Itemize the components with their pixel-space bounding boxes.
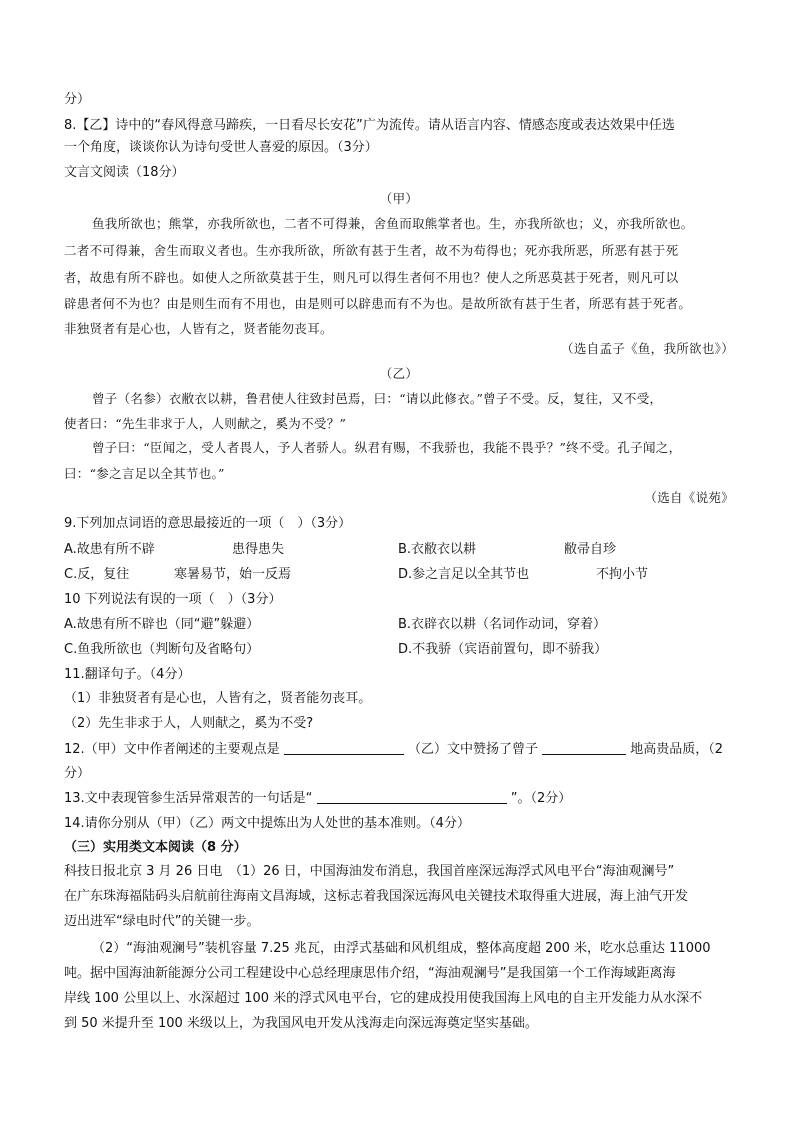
q9-option-a: A.故患有所不辟 (64, 542, 155, 557)
q12-line (64, 740, 734, 760)
q13-line (64, 789, 734, 809)
q9-option-a-compare: 患得患失 (232, 542, 285, 557)
q9-stem: 9.下列加点词语的意思最接近的一项（ ）（3分） (64, 516, 352, 531)
q10-option-d: D.不我骄（宾语前置句，即不骄我） (398, 642, 608, 657)
q9-option-c-compare: 寒暑易节，始一反焉 (174, 567, 292, 582)
passage-jia-label: （甲） (379, 191, 419, 206)
q12-answer-blank-2[interactable] (542, 740, 626, 755)
q12-tail: 分） (64, 766, 91, 781)
passage-jia-line: 非独贤者有是心也，人皆有之，贤者能勿丧耳。 (64, 321, 333, 336)
q10-option-b: B.衣辟衣以耕（名词作动词，穿着） (398, 617, 607, 632)
q12-part-b: （乙）文中赞扬了曾子 (407, 742, 538, 757)
q9-option-b-compare: 敝帚自珍 (564, 542, 617, 557)
article-p1-line: 科技日报北京 3 月 26 日电 （1）26 日，中国海油发布消息，我国首座深远海浮式风电平台“海油观澜号” (64, 864, 675, 879)
q12-part-a: 12.（甲）文中作者阐述的主要观点是 (64, 742, 280, 757)
q11-sentence-2: （2）先生非求于人，人则献之，奚为不受? (64, 716, 314, 731)
q8-line-2: 一个角度，谈谈你认为诗句受世人喜爱的原因。（3分） (64, 140, 378, 155)
article-p2-line: 吨。据中国海油新能源分公司工程建设中心总经理康思伟介绍，“海油观澜号”是我国第一个工作海域距离海 (64, 966, 676, 981)
passage-jia-line: 鱼我所欲也；熊掌，亦我所欲也，二者不可得兼，舍鱼而取熊掌者也。生，亦我所欲也；义，亦我所欲也。 (92, 216, 694, 231)
q13-part-b: ”。（2分） (510, 791, 572, 806)
q10-option-c: C.鱼我所欲也（判断句及省略句） (64, 642, 260, 657)
passage-jia-line: 辟患者何不为也？由是则生而有不用也，由是则可以辟患而有不为也。是故所欲有甚于生者，所恶有甚于死者。 (64, 296, 692, 311)
article-p2-line: 到 50 米提升至 100 米级以上，为我国风电开发从浅海走向深远海奠定坚实基础。 (64, 1016, 538, 1031)
passage-yi-line: 曾子曰：“臣闻之，受人者畏人，予人者骄人。纵君有赐，不我骄也，我能不畏乎？”终不受。孔子闻之， (92, 440, 682, 455)
passage-yi-line: 曰：“参之言足以全其节也。” (64, 466, 225, 481)
q13-part-a: 13.文中表现管参生活异常艰苦的一句话是“ (64, 791, 313, 806)
section-3-title: （三）实用类文本阅读（8 分） (64, 840, 247, 855)
q13-answer-blank[interactable] (317, 789, 507, 804)
q11-sentence-1: （1）非独贤者有是心也，人皆有之，贤者能勿丧耳。 (64, 691, 372, 706)
passage-jia-source: （选自孟子《鱼，我所欲也》） (561, 341, 734, 356)
q8-line-1: 8.【乙】诗中的“春风得意马蹄疾，一日看尽长安花”广为流传。请从语言内容、情感态度或表达效果中任选 (64, 118, 675, 133)
q10-stem: 10 下列说法有误的一项（ ）（3分） (64, 592, 282, 607)
passage-yi-label: （乙） (379, 366, 419, 381)
article-p1-line: 在广东珠海福陆码头启航前往海南文昌海域，这标志着我国深远海风电关键技术取得重大进展，海上油气开发 (64, 889, 689, 904)
passage-yi-source: （选自《说苑》 (644, 490, 734, 505)
passage-yi-line: 使者曰：“先生非求于人，人则献之，奚为不受？” (64, 416, 347, 431)
q10-option-a: A.故患有所不辟也（同“避”躲避） (64, 617, 260, 632)
article-p2-line: （2）“海油观澜号”装机容量 7.25 兆瓦，由浮式基础和风机组成，整体高度超 200 米，吃水总重达 11000 (92, 941, 711, 956)
q9-option-d: D.参之言足以全其节也 (398, 567, 530, 582)
article-p1-line: 迈出进军“绿电时代”的关键一步。 (64, 914, 260, 929)
q14-stem: 14.请你分别从（甲）（乙）两文中提炼出为人处世的基本准则。（4分） (64, 816, 470, 831)
q8-prev-tail: 分） (64, 92, 91, 107)
passage-jia-line: 二者不可得兼，舍生而取义者也。生亦我所欲，所欲有甚于生者，故不为苟得也；死亦我所恶，所恶有甚于死 (64, 243, 679, 258)
article-p2-line: 岸线 100 公里以上、水深超过 100 米的浮式风电平台，它的建成投用使我国海上风电的自主开发能力从水深不 (64, 991, 703, 1006)
q11-stem: 11.翻译句子。（4分） (64, 667, 191, 682)
q9-option-c: C.反，复往 (64, 567, 130, 582)
passage-yi-line: 曾子（名参）衣敝衣以耕，鲁君使人往致封邑焉，曰：“请以此修衣。”曾子不受。反，复往，又不受， (92, 391, 663, 406)
q12-answer-blank-1[interactable] (284, 740, 404, 755)
passage-jia-line: 者，故患有所不辟也。如使人之所欲莫甚于生，则凡可以得生者何不用也？使人之所恶莫甚于死者，则凡可以 (64, 270, 679, 285)
q12-part-c: 地高贵品质，（2 (630, 742, 724, 757)
section-title: 文言文阅读（18分） (64, 165, 185, 180)
q9-option-b: B.衣敝衣以耕 (398, 542, 477, 557)
q9-option-d-compare: 不拘小节 (596, 567, 649, 582)
